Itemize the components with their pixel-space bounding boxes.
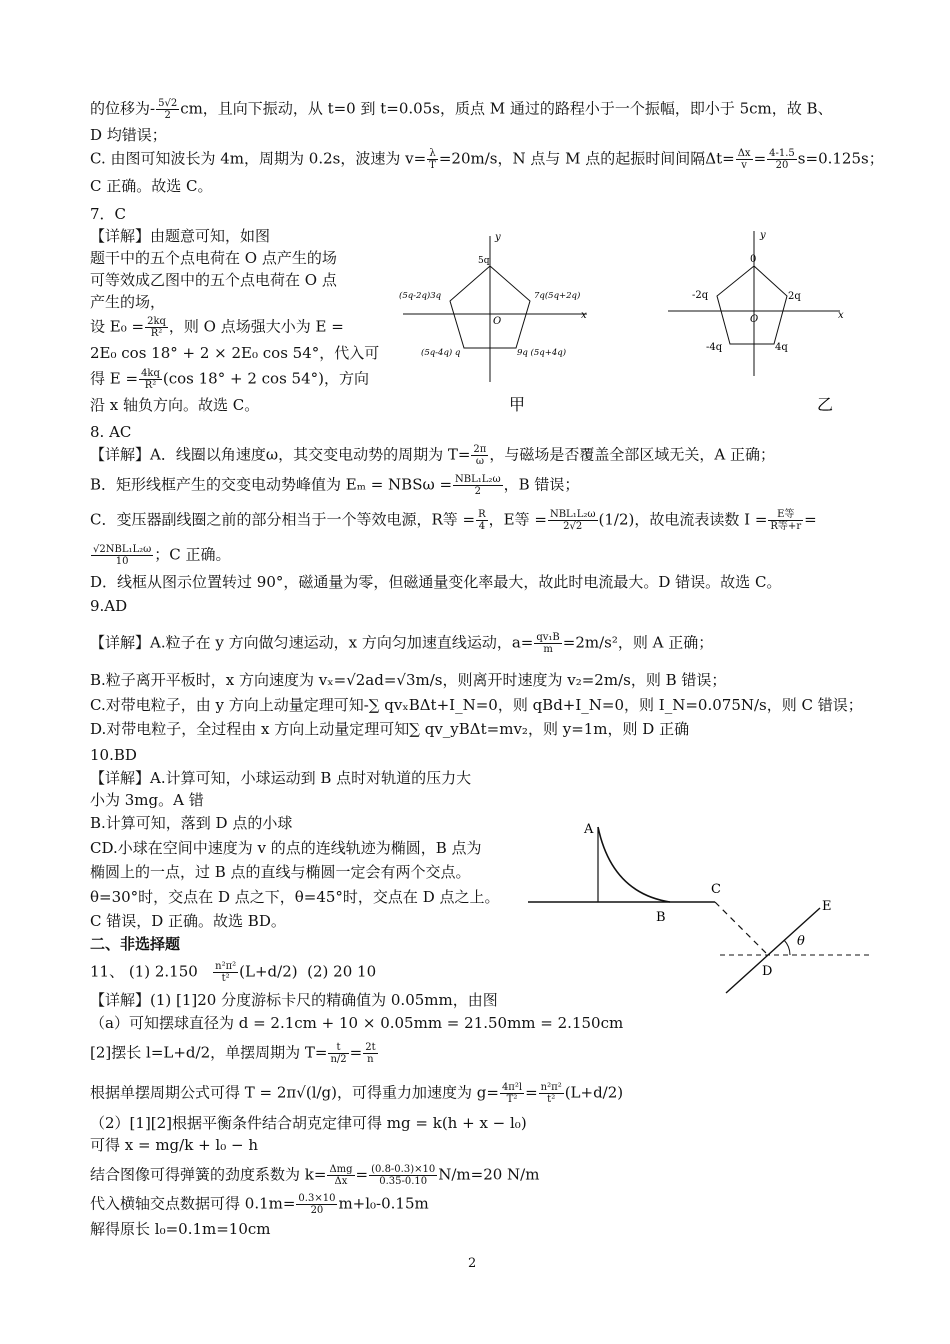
text-line <box>90 544 231 567</box>
text-line: C.对带电粒子，由 y 方向上动量定理可知-∑ qvₓBΔt+I_N=0，则 qBd+I_N=0，则 I_N=0.075N/s，则 C 错误； <box>90 696 863 714</box>
text-segment: (1/2)，故电流表读数 I = <box>598 510 768 529</box>
fraction <box>736 148 753 171</box>
charge-bottom-left: (5q-4q) q <box>421 348 461 358</box>
text-line: B.计算可知，落到 D 点的小球 <box>90 814 293 832</box>
numerator: E等 <box>768 509 803 521</box>
text-segment: 的位移为- <box>90 99 156 118</box>
text-line: [2]摆长 l=L+d/2，单摆周期为 T= $\frac{t}{n/2}$ = $\frac{2t}{n}$ <box>90 1042 376 1065</box>
denominator: 0.35-0.10 <box>379 1176 428 1187</box>
text-segment: ，B 错误； <box>503 475 580 494</box>
denominator: 20 <box>310 1205 324 1216</box>
text-line <box>90 509 817 532</box>
numerator: NBL₁L₂ω <box>549 509 596 520</box>
text-segment: 设 E₀ = <box>90 317 145 336</box>
text-line <box>90 98 833 121</box>
figure-caption: 甲 <box>509 395 526 414</box>
text-line: D.对带电粒子，全过程由 x 方向上动量定理可知∑ qv_yBΔt=mv₂，则 y=1m，则 D 正确 <box>90 720 690 738</box>
text-segment: ，E等 = <box>488 510 547 529</box>
text-line: 小为 3mg。A 错 <box>90 791 204 809</box>
point-c-label: C <box>711 882 721 897</box>
text-line: 根据单摆周期公式可得 T = 2π√(l/g)，可得重力加速度为 g= $\frac{\text{4π²l}}{\text{T²}}$ = $\frac{\text{n²π²}}{\text{t²}}$ (L+d/2) <box>90 1082 624 1105</box>
text-segment: (L+d/2) <box>239 962 298 981</box>
question-number: 9.AD <box>90 597 128 615</box>
fraction <box>369 1164 437 1187</box>
track-curve <box>598 827 670 902</box>
numerator: n²π² <box>540 1082 562 1093</box>
section-heading: 二、非选择题 <box>90 935 181 953</box>
charge-top: 5q <box>478 256 490 266</box>
text-segment: cm，且向下振动，从 t=0 到 t=0.05s，质点 M 通过的路程小于一个振幅，即小于 5cm，故 B、 <box>180 99 833 118</box>
text-segment: 【详解】A．线圈以角速度ω，其交变电动势的周期为 T= <box>90 445 471 464</box>
numerator: 2π <box>473 444 487 455</box>
numerator: Δx <box>737 148 751 159</box>
numerator: 4kq <box>141 368 160 379</box>
text-segment: m+l₀-0.15m <box>338 1194 429 1213</box>
denominator: v <box>741 160 747 171</box>
text-line: 产生的场， <box>90 293 166 311</box>
page-number: 2 <box>468 1256 477 1271</box>
text-segment: 代入横轴交点数据可得 0.1m= <box>90 1194 296 1213</box>
text-line: 【详解】(1) [1]20 分度游标卡尺的精确值为 0.05mm，由图 <box>90 991 498 1009</box>
text-line: θ=30°时，交点在 D 点之下，θ=45°时，交点在 D 点之上。 <box>90 888 500 906</box>
numerator: (0.8-0.3)×10 <box>371 1164 436 1175</box>
charge-left: (5q-2q)3q <box>399 291 442 301</box>
figure-jia <box>395 226 595 416</box>
denominator: R² <box>150 328 163 339</box>
charge-bottom-right: 4q <box>775 342 788 353</box>
text-segment: =20m/s，N 点与 M 点的起振时间间隔Δt= <box>438 149 735 168</box>
x-axis-label: x <box>838 310 844 321</box>
text-segment: s=0.125s； <box>797 149 884 168</box>
text-line: （2）[1][2]根据平衡条件结合胡克定律可得 mg = k(h + x − l₀) <box>90 1114 527 1132</box>
figure-track <box>520 815 880 1000</box>
text-line: 可得 x = mg/k + l₀ − h <box>90 1136 258 1154</box>
text-line: 2E₀ cos 18° + 2 × 2E₀ cos 54°，代入可 <box>90 344 380 362</box>
fraction <box>768 509 803 532</box>
text-line: C 正确。故选 C。 <box>90 177 213 195</box>
fraction <box>363 1042 377 1065</box>
numerator: 4-1.5 <box>769 148 795 159</box>
denominator: T² <box>506 1094 518 1105</box>
text-segment: C．变压器副线圈之前的部分相当于一个等效电源，R等 = <box>90 510 476 529</box>
text-segment: C. 由图可知波长为 4m，周期为 0.2s，波速为 v= <box>90 149 427 168</box>
point-a-label: A <box>584 822 594 837</box>
fraction <box>139 368 162 391</box>
denominator: 10 <box>115 556 129 567</box>
denominator: t² <box>547 1094 556 1105</box>
fraction <box>476 509 488 532</box>
charge-right: 7q(5q+2q) <box>534 291 581 301</box>
incline-line <box>726 908 820 993</box>
fraction <box>328 1042 348 1065</box>
numerator: 0.3×10 <box>298 1193 336 1204</box>
numerator: Δmg <box>329 1164 353 1175</box>
x-axis-label: x <box>581 310 587 321</box>
denominator: t² <box>221 973 230 984</box>
text-segment: 【详解】A.粒子在 y 方向做匀速运动，x 方向匀加速直线运动，a= <box>90 633 534 652</box>
denominator: n <box>367 1054 374 1065</box>
denominator: 2 <box>164 110 171 121</box>
denominator: T <box>429 160 436 171</box>
text-line <box>90 961 376 984</box>
figure-yi <box>662 226 862 416</box>
fraction <box>145 316 168 339</box>
text-line <box>90 368 369 391</box>
trajectory <box>715 902 768 955</box>
fraction <box>453 474 503 497</box>
numerator: R <box>478 509 486 520</box>
numerator: qv₁B <box>536 632 560 643</box>
question-number: 8. AC <box>90 423 132 441</box>
text-line: （a）可知摆球直径为 d = 2.1cm + 10 × 0.05mm = 21.50mm = 2.150cm <box>90 1014 624 1032</box>
fraction <box>213 961 238 984</box>
text-line <box>90 632 713 655</box>
text-line: 椭圆上的一点，过 B 点的直线与椭圆一定会有两个交点。 <box>90 863 471 881</box>
text-segment: = <box>804 510 817 529</box>
text-line: 解得原长 l₀=0.1m=10cm <box>90 1220 271 1238</box>
text-line: CD.小球在空间中速度为 v 的点的连线轨迹为椭圆，B 点为 <box>90 839 482 857</box>
angle-arc <box>784 940 790 955</box>
denominator: m <box>543 644 553 655</box>
denominator: R² <box>144 380 157 391</box>
text-line: C. 由图可知波长为 4m，周期为 0.2s，波速为 v= $\frac{\lambda}{T}$ =20m/s，N 点与 M 点的起振时间间隔Δt= $\frac{\Delta x}{v}$ = $\frac{4-1.5}{20}$ s=0.125s； <box>90 148 884 171</box>
charge-top: 0 <box>750 254 757 265</box>
text-segment: [2]摆长 l=L+d/2，单摆周期为 T= <box>90 1043 328 1062</box>
denominator: R等+r <box>770 521 802 532</box>
text-line: D 均错误； <box>90 126 167 144</box>
text-segment: B．矩形线框产生的交变电动势峰值为 Eₘ = NBSω = <box>90 475 453 494</box>
text-line <box>90 474 579 497</box>
text-line: D．线框从图示位置转过 90°，磁通量为零，但磁通量变化率最大，故此时电流最大。D 错误。故选 C。 <box>90 573 782 591</box>
point-e-label: E <box>822 899 832 914</box>
numerator: NBL₁L₂ω <box>455 474 501 485</box>
text-segment: ，则 O 点场强大小为 E = <box>168 317 344 336</box>
text-line <box>90 444 775 467</box>
question-number: 10.BD <box>90 746 137 764</box>
fraction <box>539 1082 564 1105</box>
charge-right: 2q <box>788 291 801 302</box>
fraction <box>296 1193 337 1216</box>
text-segment: =2m/s²，则 A 正确； <box>562 633 714 652</box>
numerator: 2kq <box>147 316 166 327</box>
text-segment: N/m=20 N/m <box>438 1165 540 1184</box>
y-axis-label: y <box>760 230 766 241</box>
denominator: 2√2 <box>563 521 583 532</box>
fraction <box>156 98 179 121</box>
text-segment: 11、 (1) 2.150 <box>90 962 198 981</box>
fraction <box>91 544 153 567</box>
origin-label: O <box>493 316 502 327</box>
fraction <box>534 632 561 655</box>
theta-label: θ <box>797 934 805 949</box>
figure-caption: 乙 <box>817 395 834 414</box>
text-segment: 根据单摆周期公式可得 T = 2π√(l/g)，可得重力加速度为 g= <box>90 1083 499 1102</box>
text-segment: 结合图像可得弹簧的劲度系数为 k= <box>90 1165 327 1184</box>
y-axis-label: y <box>495 232 501 243</box>
text-segment: (L+d/2) <box>564 1083 624 1102</box>
text-segment: ；C 正确。 <box>154 545 231 564</box>
denominator: n/2 <box>330 1054 347 1065</box>
question-number: 7．C <box>90 205 127 223</box>
denominator: 2 <box>474 486 482 497</box>
charge-left: -2q <box>692 290 709 301</box>
fraction <box>471 444 488 467</box>
text-line: 【详解】由题意可知，如图 <box>90 227 271 245</box>
text-segment: (cos 18° + 2 cos 54°)，方向 <box>162 369 369 388</box>
denominator: 20 <box>775 160 789 171</box>
denominator: 4 <box>478 521 486 532</box>
text-line: 【详解】A.计算可知，小球运动到 B 点时对轨道的压力大 <box>90 769 472 787</box>
point-b-label: B <box>656 910 666 925</box>
text-line: C 错误，D 正确。故选 BD。 <box>90 912 286 930</box>
pentagon <box>717 266 787 344</box>
fraction <box>500 1082 524 1105</box>
numerator: 5√2 <box>158 98 178 109</box>
text-segment: (2) 20 10 <box>307 962 377 981</box>
numerator: 4π²l <box>501 1082 523 1093</box>
charge-bottom-left: -4q <box>706 342 723 353</box>
numerator: √2NBL₁L₂ω <box>93 544 152 555</box>
numerator: λ <box>427 148 438 160</box>
fraction <box>767 148 797 171</box>
text-segment: ，与磁场是否覆盖全部区域无关，A 正确； <box>489 445 775 464</box>
numerator: t <box>328 1042 348 1054</box>
text-line: 题干中的五个点电荷在 O 点产生的场 <box>90 249 337 267</box>
text-line <box>90 316 344 339</box>
point-d-label: D <box>762 964 773 979</box>
text-line: B.粒子离开平板时，x 方向速度为 vₓ=√2ad=√3m/s，则离开时速度为 v₂=2m/s，则 B 错误； <box>90 671 727 689</box>
fraction <box>548 509 598 532</box>
numerator: 2t <box>365 1042 376 1053</box>
text-line: 结合图像可得弹簧的劲度系数为 k= Δmg Δx = $\frac{(0.8-0.3)\times 10}{0.35-0.10}$ N/m=20 N/m <box>90 1164 540 1187</box>
charge-bottom-right: 9q (5q+4q) <box>517 348 567 358</box>
text-line <box>90 1193 429 1216</box>
numerator: n²π² <box>215 961 237 972</box>
fraction <box>427 148 438 171</box>
text-line: 沿 x 轴负方向。故选 C。 <box>90 396 260 414</box>
denominator: ω <box>475 456 484 467</box>
denominator: Δx <box>334 1176 348 1187</box>
text-line: 可等效成乙图中的五个点电荷在 O 点 <box>90 271 337 289</box>
text-segment: 得 E = <box>90 369 139 388</box>
origin-label: O <box>750 314 759 325</box>
fraction <box>327 1164 354 1187</box>
